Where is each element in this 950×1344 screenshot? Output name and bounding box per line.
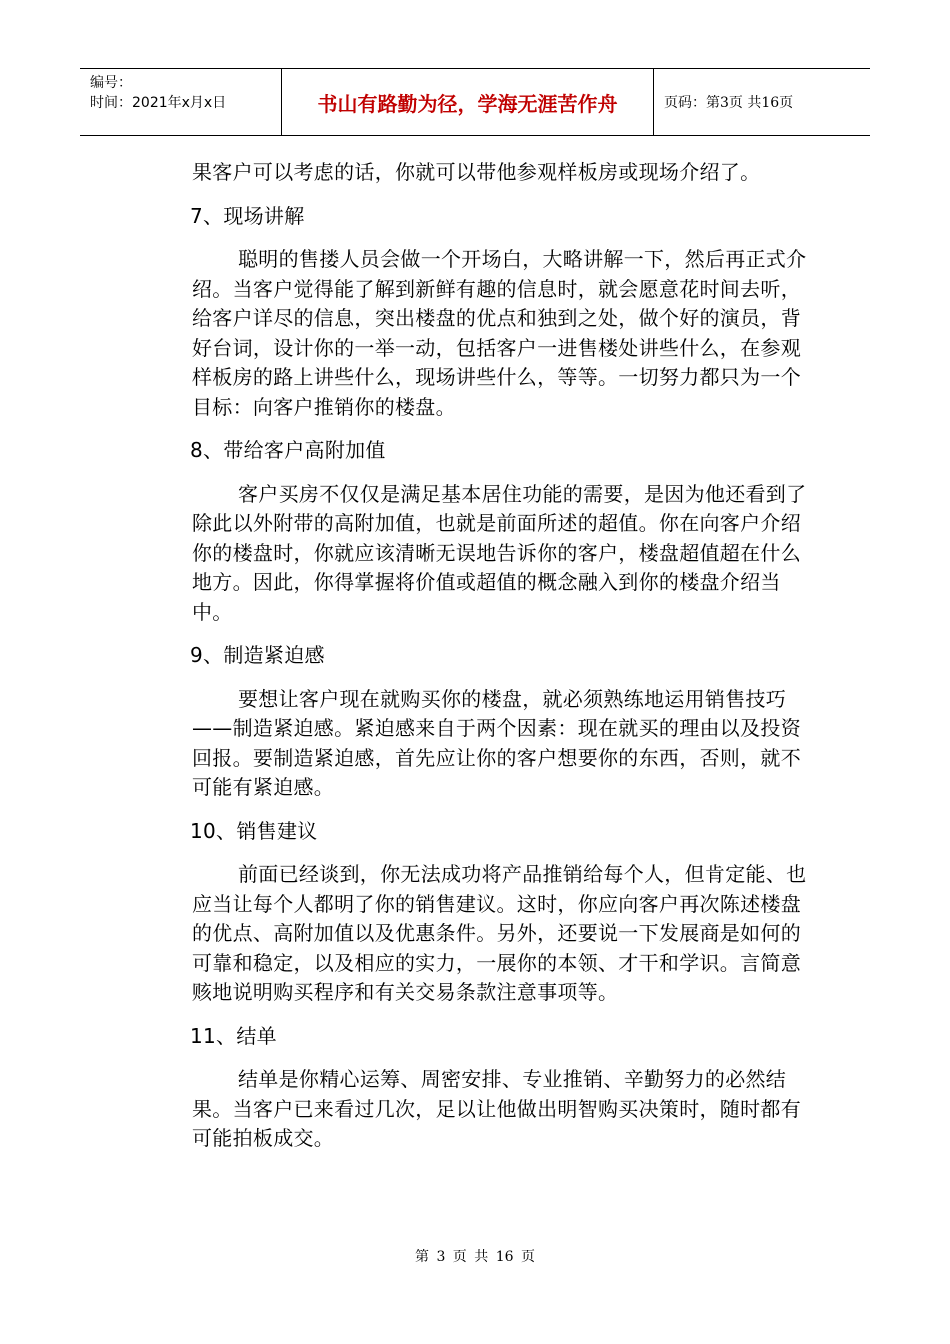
header-motto: 书山有路勤为径，学海无涯苦作舟 <box>282 69 654 135</box>
section-paragraph: 结单是你精心运筹、周密安排、专业推销、辛勤努力的必然结果。当客户已来看过几次，足以让他做出明智购买决策时，随时都有可能拍板成交。 <box>192 1067 801 1150</box>
section-heading: 10、销售建议 <box>190 818 318 843</box>
continuation-paragraph: 果客户可以考虑的话，你就可以带他参观样板房或现场介绍了。 <box>192 160 761 184</box>
document-number-label: 编号： <box>90 75 132 91</box>
page-header <box>80 68 870 136</box>
section-paragraph: 聪明的售搂人员会做一个开场白，大略讲解一下，然后再正式介绍。当客户觉得能了解到新鲜有趣的信息时，就会愿意花时间去听，给客户详尽的信息，突出楼盘的优点和独到之处，做个好的演员，背好台词，设计你的一举一动，包括客户一进售楼处讲些什么，在参观样板房的路上讲些什么，现场讲些什么，等等。一切努力都只为一个目标：向客户推销你的楼盘。 <box>192 247 807 419</box>
section-paragraph: 客户买房不仅仅是满足基本居住功能的需要，是因为他还看到了除此以外附带的高附加值，也就是前面所述的超值。你在向客户介绍你的楼盘时，你就应该清晰无误地告诉你的客户，楼盘超值超在什么地方。因此，你得掌握将价值或超值的概念融入到你的楼盘介绍当中。 <box>192 481 807 624</box>
section-heading: 9、制造紧迫感 <box>190 643 325 667</box>
header-meta <box>80 69 282 135</box>
section-heading: 7、现场讲解 <box>190 203 305 228</box>
section-heading: 8、带给客户高附加值 <box>190 438 386 462</box>
section-paragraph: 前面已经谈到，你无法成功将产品推销给每个人，但肯定能、也应当让每个人都明了你的销售建议。这时，你应向客户再次陈述楼盘的优点、高附加值以及优惠条件。另外，还要说一下发展商是如何的可靠和稳定，以及相应的实力，一展你的本领、才干和学识。言简意赅地说明购买程序和有关交易条款注意事项等。 <box>192 862 807 1004</box>
document-date-label: 时间：2021年x月x日 <box>90 95 227 111</box>
document-body <box>192 158 810 1154</box>
page-footer: 第 3 页 共 16 页 <box>415 1249 535 1265</box>
header-page-info: 页码：第3页 共16页 <box>664 95 794 111</box>
section-heading: 11、结单 <box>190 1023 277 1048</box>
section-paragraph: 要想让客户现在就购买你的楼盘，就必须熟练地运用销售技巧——制造紧迫感。紧迫感来自于两个因素：现在就买的理由以及投资回报。要制造紧迫感，首先应让你的客户想要你的东西，否则，就不可能有紧迫感。 <box>192 686 801 799</box>
